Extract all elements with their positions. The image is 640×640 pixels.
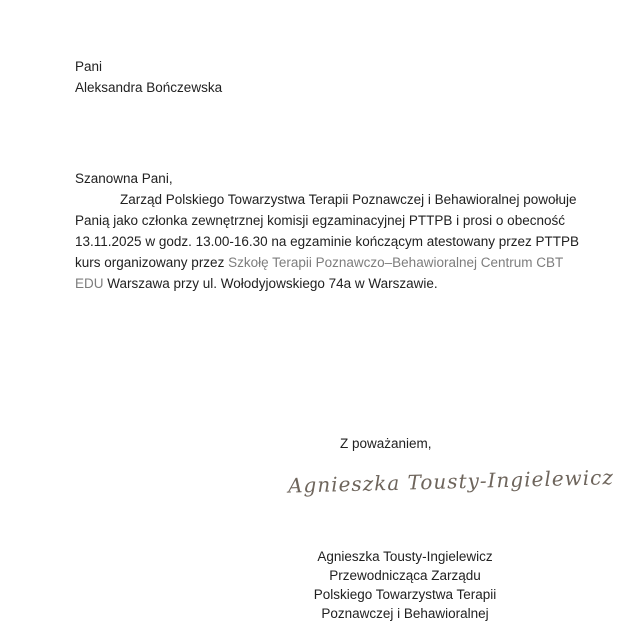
course-organizer-name-cont: EDU bbox=[75, 276, 108, 291]
body-line-2: Panią jako członka zewnętrznej komisji egzaminacyjnej PTTPB i prosi o obecność bbox=[75, 213, 565, 228]
signer-title-line-2: Polskiego Towarzystwa Terapii bbox=[313, 587, 497, 602]
body-line-4 bbox=[75, 252, 585, 273]
body-line-5 bbox=[75, 273, 585, 294]
salutation: Szanowna Pani, bbox=[75, 171, 173, 186]
body-line-5-text: Warszawa przy ul. Wołodyjowskiego 74a w Warszawie. bbox=[107, 276, 438, 291]
signature-block bbox=[270, 547, 540, 623]
body-line-3: 13.11.2025 w godz. 13.00-16.30 na egzaminie kończącym atestowany przez PTTPB bbox=[75, 234, 580, 249]
recipient-name: Aleksandra Bończewska bbox=[75, 80, 223, 95]
letter-body bbox=[75, 189, 585, 294]
body-line-4-text: kurs organizowany przez bbox=[75, 255, 229, 270]
recipient-salutation-word: Pani bbox=[75, 59, 103, 74]
body-line-1: Zarząd Polskiego Towarzystwa Terapii Poznawczej i Behawioralnej powołuje bbox=[120, 192, 577, 207]
handwritten-signature: Agnieszka Tousty-Ingielewicz bbox=[287, 465, 615, 498]
signer-title-line-3: Poznawczej i Behawioralnej bbox=[321, 606, 489, 621]
signer-title-line-1: Przewodnicząca Zarządu bbox=[329, 568, 481, 583]
recipient-block bbox=[75, 56, 222, 98]
closing-phrase: Z poważaniem, bbox=[340, 436, 432, 451]
signer-name: Agnieszka Tousty-Ingielewicz bbox=[317, 549, 493, 564]
course-organizer-name: Szkołę Terapii Poznawczo–Behawioralnej Centrum CBT bbox=[228, 255, 564, 270]
